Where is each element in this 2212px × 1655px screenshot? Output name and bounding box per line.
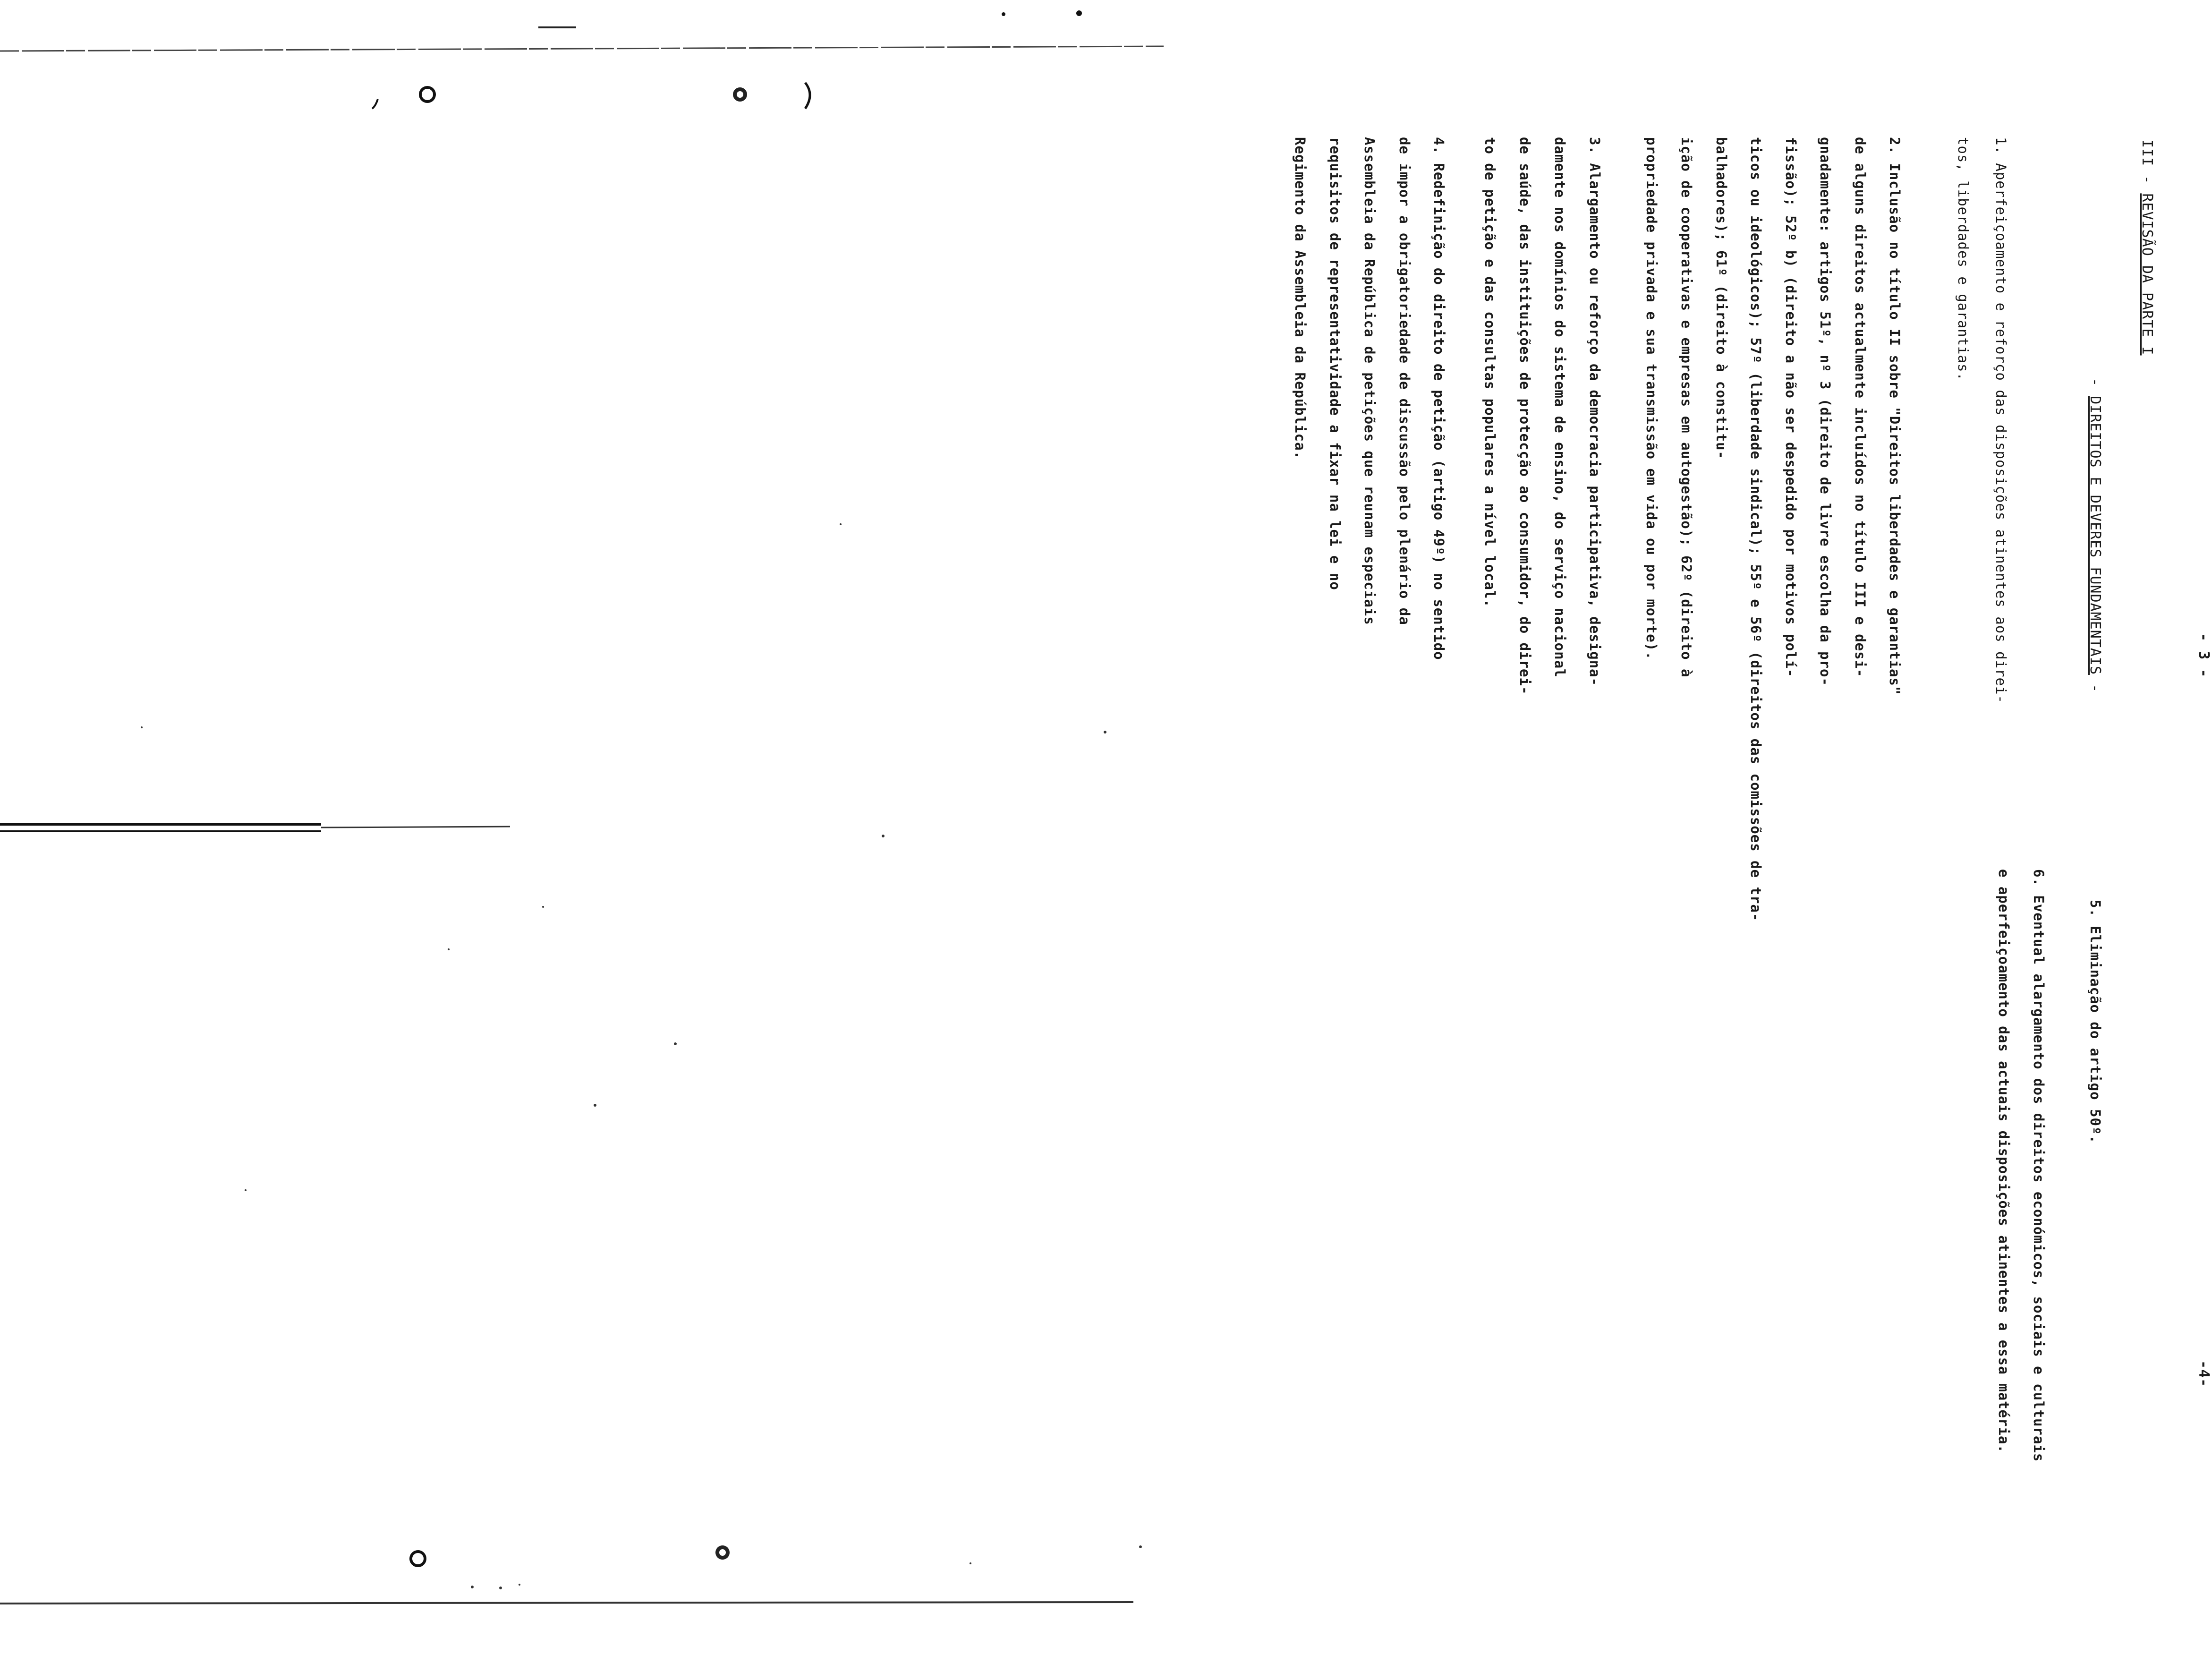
page-number: - 3 -	[2195, 633, 2212, 678]
page-number: -4-	[2195, 1360, 2212, 1388]
list-item-line: 2. Inclusão no título II sobre "Direitos liberdades e garantias"	[1887, 137, 1903, 695]
list-item-line: ição de cooperativas e empresas em autogestão); 62º (direito à	[1678, 137, 1694, 678]
top-edge-line	[0, 46, 1164, 51]
list-item-line: de alguns direitos actualmente incluídos no título III e desi-	[1852, 137, 1868, 678]
list-item-line: 3. Alargamento ou reforço da democracia participativa, designa-	[1587, 137, 1603, 686]
list-item-line: 5. Eliminação do artigo 50º.	[2087, 900, 2103, 1144]
list-item-line: de saúde, das instituições de protecção ao consumidor, do direi-	[1517, 137, 1533, 695]
section-heading	[2139, 139, 2155, 355]
list-item-line: balhadores); 61º (direito à constitu-	[1713, 137, 1729, 460]
binder-hole	[420, 87, 434, 102]
subtitle: - DIREITOS E DEVERES FUNDAMENTAIS -	[2087, 378, 2103, 693]
fold-line-right	[321, 827, 510, 828]
list-item-line: de impor a obrigatoriedade de discussão pelo plenário da	[1396, 137, 1412, 625]
list-item-line: 1. Aperfeiçoamento e reforço das disposições atinentes aos direi-	[1993, 137, 2009, 704]
list-item-line: fissão); 52º b) (direito a não ser despedido por motivos polí-	[1783, 137, 1799, 678]
list-item-line: Assembleia da República de petições que reunam especiais	[1361, 137, 1378, 625]
list-item-line: gnadamente: artigos 51º, nº 3 (direito de livre escolha da pro-	[1817, 137, 1833, 686]
list-item-line: damente nos domínios do sistema de ensino, do serviço nacional	[1552, 137, 1568, 678]
crescent-mark	[1058, 1030, 1102, 1062]
list-item-line: e aperfeiçoamento das actuais disposições atinentes a essa matéria.	[1996, 869, 2012, 1453]
list-item-line: tos, liberdades e garantias.	[1955, 137, 1971, 381]
list-item-line: requisitos de representatividade a fixar na lei e no	[1327, 137, 1343, 590]
section-title: REVISÃO DA PARTE I	[2139, 193, 2155, 356]
binder-hole	[411, 1552, 425, 1566]
list-item-line: 6. Eventual alargamento dos direitos económicos, sociais e culturais	[2031, 869, 2047, 1462]
list-item-line: propriedade privada e sua transmissão em vida ou por morte).	[1643, 137, 1659, 660]
section-prefix: III -	[2139, 139, 2155, 194]
list-item-line: ticos ou ideológicos); 57º (liberdade sindical); 55º e 56º (direitos das comissões de tra-	[1748, 137, 1764, 922]
list-item-line: to de petição e das consultas populares a nível local.	[1482, 137, 1498, 608]
list-item-line: Regimento da Assembleia da República.	[1292, 137, 1308, 460]
list-item-line: 4. Redefinição do direito de petição (artigo 49º) no sentido	[1431, 137, 1447, 660]
crescent-mark	[1058, 588, 1102, 621]
subtitle-text: DIREITOS E DEVERES FUNDAMENTAIS	[2087, 396, 2103, 675]
bottom-edge-line	[0, 1602, 1133, 1604]
